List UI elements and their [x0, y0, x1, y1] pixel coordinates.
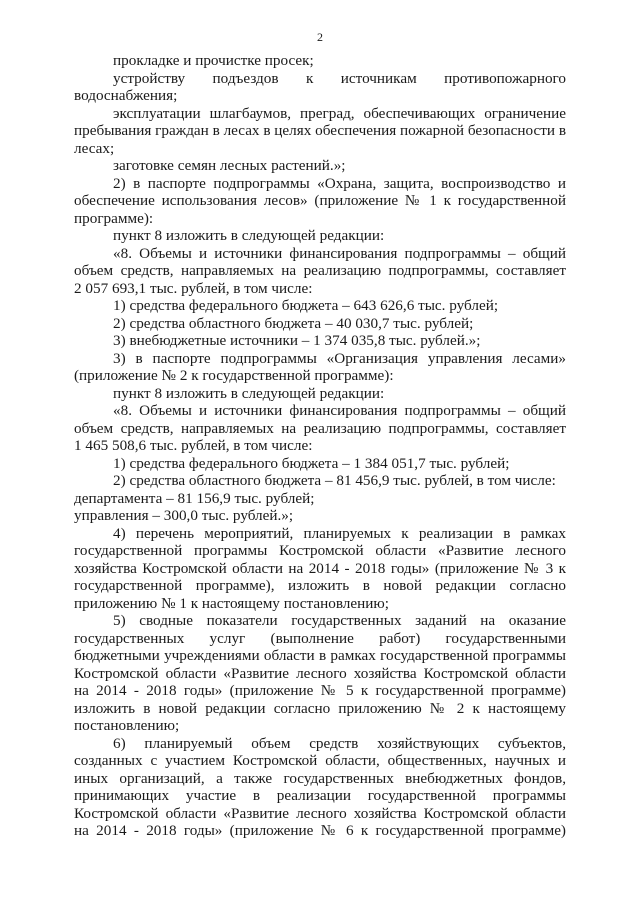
- text-line: 5) сводные показатели государственных заданий на оказание: [113, 612, 566, 629]
- text-line: изложить в новой редакции согласно приложению № 2 к настоящему: [74, 700, 566, 717]
- text-line: прокладке и прочистке просек;: [113, 52, 314, 69]
- text-line: водоснабжения;: [74, 87, 178, 104]
- text-line: лесах;: [74, 140, 115, 157]
- text-line: управления – 300,0 тыс. рублей.»;: [74, 507, 294, 524]
- text-line: принимающих участие в реализации государственной программы: [74, 787, 566, 804]
- text-line: Костромской области «Развитие лесного хозяйства Костромской области: [74, 665, 566, 682]
- text-line: объем средств, направляемых на реализацию подпрограммы, составляет: [74, 420, 566, 437]
- text-line: эксплуатации шлагбаумов, преград, обеспечивающих ограничение: [113, 105, 566, 122]
- text-line: на 2014 - 2018 годы» (приложение № 5 к государственной программе): [74, 682, 566, 699]
- text-line: пункт 8 изложить в следующей редакции:: [113, 227, 385, 244]
- text-line: приложению № 1 к настоящему постановлению;: [74, 595, 389, 612]
- text-line: пункт 8 изложить в следующей редакции:: [113, 385, 385, 402]
- text-line: государственной программе), изложить в новой редакции согласно: [74, 577, 566, 594]
- page-number: 2: [317, 30, 323, 44]
- text-line: 2) средства областного бюджета – 81 456,9 тыс. рублей, в том числе:: [113, 472, 556, 489]
- text-line: 6) планируемый объем средств хозяйствующих субъектов,: [113, 735, 566, 752]
- text-line: «8. Объемы и источники финансирования подпрограммы – общий: [113, 245, 566, 262]
- text-line: программе):: [74, 210, 154, 227]
- text-line: 1) средства федерального бюджета – 643 626,6 тыс. рублей;: [113, 297, 499, 314]
- text-line: 3) в паспорте подпрограммы «Организация управления лесами»: [113, 350, 566, 367]
- text-line: 2 057 693,1 тыс. рублей, в том числе:: [74, 280, 313, 297]
- text-line: заготовке семян лесных растений.»;: [113, 157, 346, 174]
- text-line: 1) средства федерального бюджета – 1 384 051,7 тыс. рублей;: [113, 455, 510, 472]
- text-line: пребывания граждан в лесах в целях обеспечения пожарной безопасности в: [74, 122, 566, 139]
- text-line: 1 465 508,6 тыс. рублей, в том числе:: [74, 437, 313, 454]
- text-line: 3) внебюджетные источники – 1 374 035,8 тыс. рублей.»;: [113, 332, 481, 349]
- text-line: 4) перечень мероприятий, планируемых к реализации в рамках: [113, 525, 566, 542]
- text-line: Костромской области «Развитие лесного хозяйства Костромской области: [74, 805, 566, 822]
- text-line: «8. Объемы и источники финансирования подпрограммы – общий: [113, 402, 566, 419]
- text-line: хозяйства Костромской области на 2014 - 2018 годы» (приложение № 3 к: [74, 560, 566, 577]
- text-line: бюджетными учреждениями области в рамках государственной программы: [74, 647, 566, 664]
- text-line: устройству подъездов к источникам противопожарного: [113, 70, 566, 87]
- text-line: государственной программы Костромской области «Развитие лесного: [74, 542, 566, 559]
- text-line: 2) в паспорте подпрограммы «Охрана, защита, воспроизводство и: [113, 175, 566, 192]
- text-line: иных организаций, а также государственных внебюджетных фондов,: [74, 770, 566, 787]
- text-line: обеспечение использования лесов» (приложение № 1 к государственной: [74, 192, 566, 209]
- text-line: (приложение № 2 к государственной программе):: [74, 367, 394, 384]
- text-line: департамента – 81 156,9 тыс. рублей;: [74, 490, 315, 507]
- text-line: государственных услуг (выполнение работ) государственными: [74, 630, 566, 647]
- text-line: объем средств, направляемых на реализацию подпрограммы, составляет: [74, 262, 566, 279]
- text-line: на 2014 - 2018 годы» (приложение № 6 к государственной программе): [74, 822, 566, 839]
- text-line: созданных с участием Костромской области, общественных, научных и: [74, 752, 566, 769]
- text-line: 2) средства областного бюджета – 40 030,7 тыс. рублей;: [113, 315, 474, 332]
- text-line: постановлению;: [74, 717, 180, 734]
